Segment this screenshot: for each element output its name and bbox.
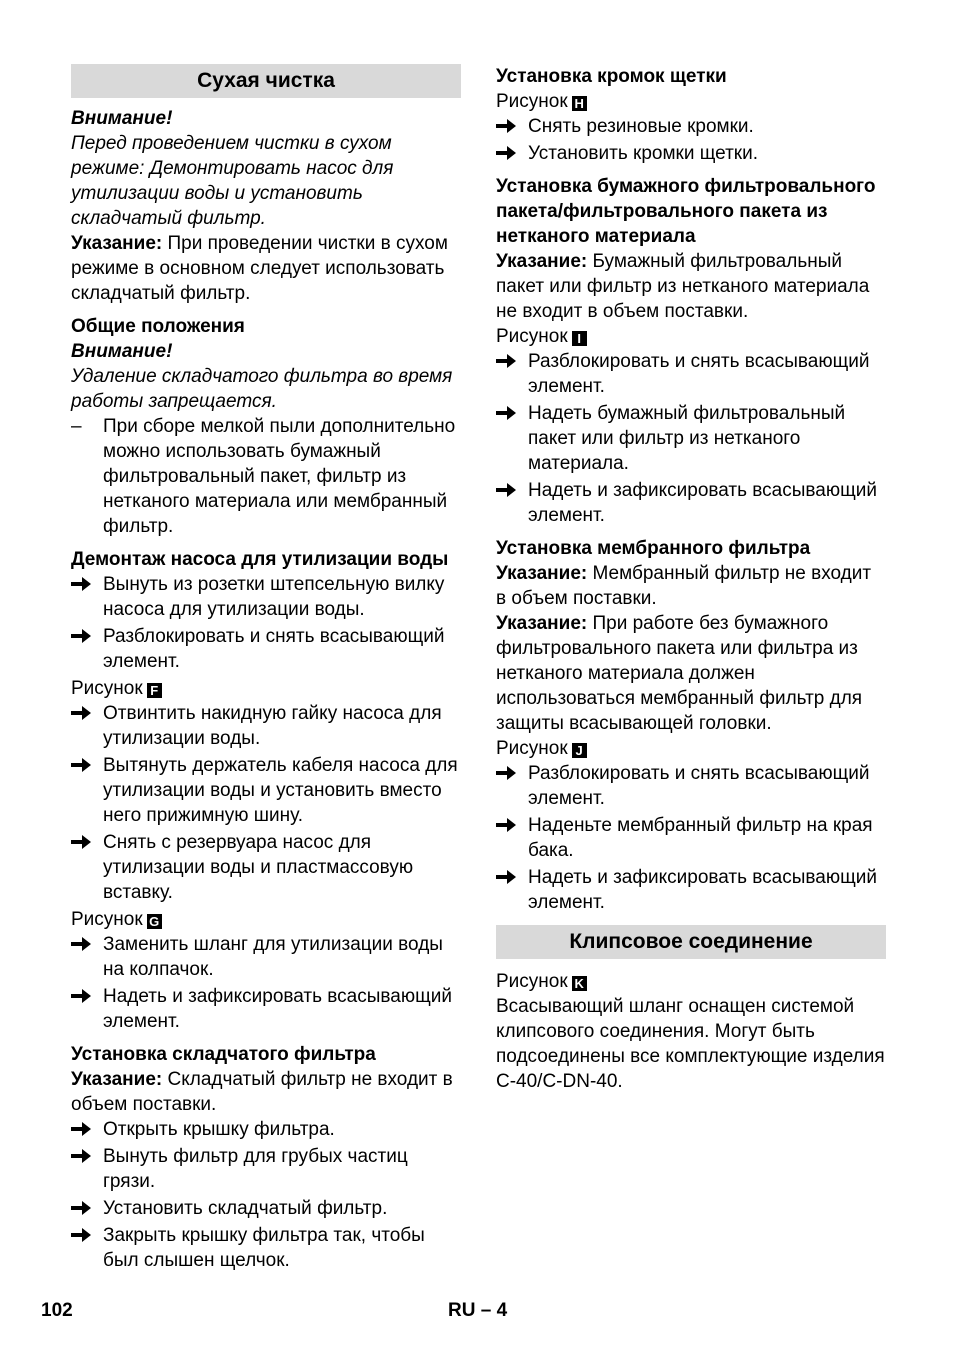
step-text: Открыть крышку фильтра. — [103, 1119, 335, 1140]
step-item — [496, 478, 886, 528]
note-text: Складчатый фильтр не входит в объем поставки. — [71, 1069, 453, 1115]
step-item — [71, 753, 461, 828]
step-text: Наденьте мембранный фильтр на края бака. — [528, 815, 873, 861]
figure-letter-box: J — [572, 743, 587, 758]
note — [496, 561, 886, 611]
dash-list-item — [71, 414, 461, 539]
step-item — [71, 1117, 461, 1142]
step-item — [71, 572, 461, 622]
right-arrow-icon — [496, 865, 520, 885]
right-arrow-icon — [71, 1223, 95, 1243]
right-arrow-icon — [71, 701, 95, 721]
language-page-label: RU – 4 — [448, 1300, 508, 1321]
figure-reference — [496, 736, 886, 761]
warning-title: Внимание! — [71, 108, 173, 129]
step-text: Надеть и зафиксировать всасывающий элемент. — [103, 986, 452, 1032]
figure-letter-box: F — [147, 683, 162, 698]
note — [496, 249, 886, 324]
right-arrow-icon — [496, 401, 520, 421]
step-item — [496, 114, 886, 139]
note — [71, 231, 461, 306]
figure-label: Рисунок — [496, 91, 568, 112]
step-text: Надеть бумажный фильтровальный пакет или фильтр из нетканого материала. — [528, 403, 846, 474]
dash-text: При сборе мелкой пыли дополнительно можно использовать бумажный фильтровальный пакет, фильтр из нетканого материала или мембранный фильтр. — [103, 416, 456, 537]
step-item — [71, 1196, 461, 1221]
figure-letter-box: G — [147, 914, 162, 929]
step-item — [496, 141, 886, 166]
left-column — [71, 64, 461, 1275]
right-arrow-icon — [71, 830, 95, 850]
right-arrow-icon — [496, 761, 520, 781]
step-item — [496, 865, 886, 915]
right-arrow-icon — [71, 1117, 95, 1137]
note-label: Указание: — [496, 251, 588, 272]
warning-text: Перед проведением чистки в сухом режиме: Демонтировать насос для утилизации воды и установить складчатый фильтр. — [71, 133, 394, 229]
right-arrow-icon — [496, 813, 520, 833]
note-text: Бумажный фильтровальный пакет или фильтр из нетканого материала не входит в объем поставки. — [496, 251, 870, 322]
step-text: Вынуть из розетки штепсельную вилку насоса для утилизации воды. — [103, 574, 445, 620]
step-text: Отвинтить накидную гайку насоса для утилизации воды. — [103, 703, 442, 749]
step-text: Снять с резервуара насос для утилизации воды и пластмассовую вставку. — [103, 832, 414, 903]
dash-mark: – — [71, 416, 82, 437]
step-text: Разблокировать и снять всасывающий элемент. — [528, 763, 870, 809]
note-label: Указание: — [71, 1069, 163, 1090]
figure-reference — [496, 324, 886, 349]
figure-reference — [496, 969, 886, 994]
step-item — [71, 1223, 461, 1273]
step-item — [496, 813, 886, 863]
figure-reference — [71, 676, 461, 701]
right-arrow-icon — [496, 141, 520, 161]
step-item — [71, 932, 461, 982]
note-text: При работе без бумажного фильтровального пакета или фильтра из нетканого материала должен использоваться мембранный фильтр для защиты всасывающей головки. — [496, 613, 863, 734]
figure-label: Рисунок — [496, 326, 568, 347]
note-label: Указание: — [496, 563, 588, 584]
note — [496, 611, 886, 736]
step-text: Надеть и зафиксировать всасывающий элемент. — [528, 480, 877, 526]
figure-label: Рисунок — [71, 909, 143, 930]
step-item — [496, 401, 886, 476]
heading-brush-edges: Установка кромок щетки — [496, 66, 727, 87]
section-title-dry-cleaning: Сухая чистка — [71, 64, 461, 98]
warning-title: Внимание! — [71, 341, 173, 362]
right-column — [496, 64, 886, 1094]
right-arrow-icon — [496, 478, 520, 498]
step-text: Вытянуть держатель кабеля насоса для утилизации воды и установить вместо него прижимную шину. — [103, 755, 458, 826]
step-text: Разблокировать и снять всасывающий элемент. — [103, 626, 445, 672]
step-text: Установить кромки щетки. — [528, 143, 758, 164]
note-label: Указание: — [496, 613, 588, 634]
right-arrow-icon — [71, 624, 95, 644]
note-text: При проведении чистки в сухом режиме в основном следует использовать складчатый фильтр. — [71, 233, 448, 304]
right-arrow-icon — [71, 984, 95, 1004]
step-item — [71, 984, 461, 1034]
step-item — [71, 1144, 461, 1194]
page-number: 102 — [41, 1300, 73, 1321]
right-arrow-icon — [71, 753, 95, 773]
note — [71, 1067, 461, 1117]
figure-reference — [496, 89, 886, 114]
heading-pleated-filter: Установка складчатого фильтра — [71, 1044, 376, 1065]
note-label: Указание: — [71, 233, 163, 254]
figure-label: Рисунок — [496, 971, 568, 992]
step-text: Вынуть фильтр для грубых частиц грязи. — [103, 1146, 408, 1192]
warning-text: Удаление складчатого фильтра во время работы запрещается. — [71, 366, 453, 412]
step-item — [496, 761, 886, 811]
step-text: Разблокировать и снять всасывающий элемент. — [528, 351, 870, 397]
right-arrow-icon — [71, 572, 95, 592]
figure-label: Рисунок — [71, 678, 143, 699]
right-arrow-icon — [71, 932, 95, 952]
step-item — [71, 830, 461, 905]
right-arrow-icon — [496, 114, 520, 134]
heading-membrane-filter: Установка мембранного фильтра — [496, 538, 811, 559]
figure-reference — [71, 907, 461, 932]
note-text: Мембранный фильтр не входит в объем поставки. — [496, 563, 872, 609]
figure-label: Рисунок — [496, 738, 568, 759]
clip-description: Всасывающий шланг оснащен системой клипсового соединения. Могут быть подсоединены все комплектующие изделия C-40/C-DN-40. — [496, 996, 885, 1092]
figure-letter-box: K — [572, 976, 587, 991]
step-text: Заменить шланг для утилизации воды на колпачок. — [103, 934, 443, 980]
figure-letter-box: I — [572, 331, 587, 346]
step-text: Установить складчатый фильтр. — [103, 1198, 388, 1219]
step-text: Снять резиновые кромки. — [528, 116, 754, 137]
section-title-clip-connection: Клипсовое соединение — [496, 925, 886, 959]
step-text: Надеть и зафиксировать всасывающий элемент. — [528, 867, 877, 913]
right-arrow-icon — [71, 1144, 95, 1164]
step-item — [71, 701, 461, 751]
heading-pump-removal: Демонтаж насоса для утилизации воды — [71, 549, 449, 570]
heading-general: Общие положения — [71, 316, 245, 337]
step-text: Закрыть крышку фильтра так, чтобы был слышен щелчок. — [103, 1225, 425, 1271]
right-arrow-icon — [71, 1196, 95, 1216]
step-item — [496, 349, 886, 399]
step-item — [71, 624, 461, 674]
heading-paper-filter-bag: Установка бумажного фильтровального пакета/фильтровального пакета из нетканого материала — [496, 176, 876, 247]
figure-letter-box: H — [572, 96, 587, 111]
right-arrow-icon — [496, 349, 520, 369]
